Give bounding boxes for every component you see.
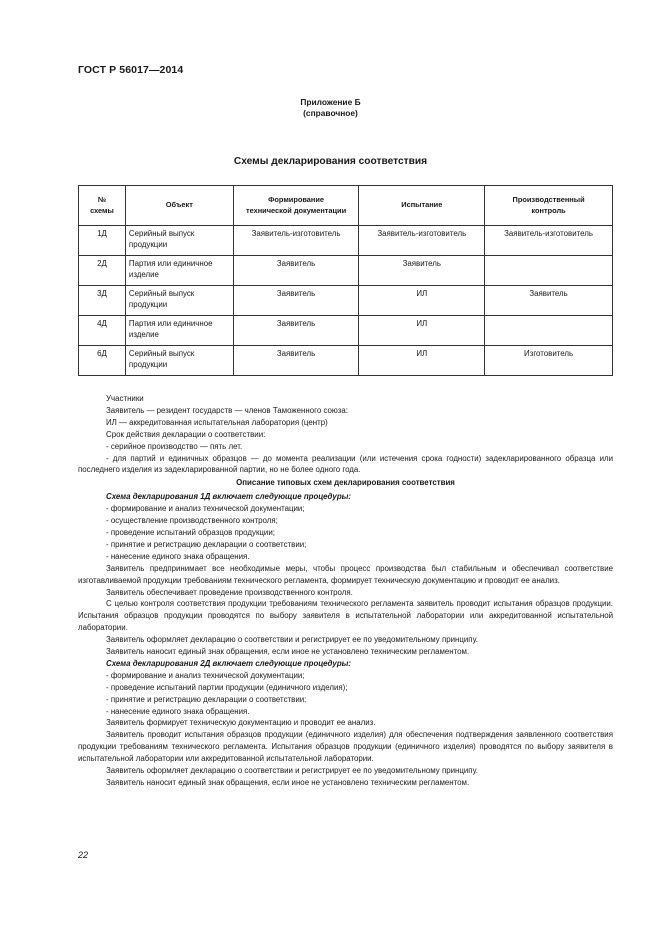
cell-production-control: Заявитель	[485, 286, 613, 316]
list-item: - формирование и анализ технической документации;	[106, 504, 305, 514]
scheme-2d-heading: Схема декларирования 2Д включает следующие процедуры:	[106, 658, 352, 668]
cell-production-control	[485, 316, 613, 346]
cell-testing: ИЛ	[359, 286, 485, 316]
table-row	[79, 256, 613, 286]
table-row	[79, 226, 613, 256]
header-technical-docs: Формирование технической документации	[233, 186, 359, 226]
note-line: - серийное производство — пять лет.	[106, 441, 243, 451]
list-item: - принятие и регистрацию декларации о соответствии:	[106, 694, 307, 704]
cell-scheme-number: 3Д	[79, 286, 126, 316]
list-item: - формирование и анализ технической документации;	[106, 670, 305, 680]
header-testing: Испытание	[359, 186, 485, 226]
cell-object: Партия или единичное изделие	[125, 256, 233, 286]
cell-testing: Заявитель-изготовитель	[359, 226, 485, 256]
paragraph: Заявитель обеспечивает проведение производственного контроля.	[106, 587, 353, 597]
cell-testing: ИЛ	[359, 346, 485, 376]
paragraph: Заявитель формирует техническую документацию и проводит ее анализ.	[106, 718, 376, 728]
list-item: - проведение испытаний партии продукции (единичного изделия);	[106, 682, 348, 692]
note-line: - для партий и единичных образцов — до момента реализации (или истечения срока годности) задекларированного образца или последнего изделия из задекларированной партии, но не более одного года.	[78, 453, 613, 475]
page-number: 22	[78, 850, 89, 860]
table-row	[79, 286, 613, 316]
header-production-control: Производственный контроль	[485, 186, 613, 226]
table-row	[79, 346, 613, 376]
note-line: Срок действия декларации о соответствии:	[106, 429, 266, 439]
annex-note: (справочное)	[303, 108, 358, 118]
cell-scheme-number: 6Д	[79, 346, 126, 376]
table-header-row	[79, 186, 613, 226]
cell-scheme-number: 1Д	[79, 226, 126, 256]
declaration-schemes-table	[78, 185, 613, 376]
cell-technical-docs: Заявитель	[233, 346, 359, 376]
paragraph: С целью контроля соответствия продукции требованиям технического регламента заявитель проводит испытания образцов продукции. Испытания образцов продукции проводятся по выбору заявителя в испытательной лаборатории или аккредитованной испытательной лаборатории.	[78, 599, 613, 633]
annex-label: Приложение Б	[300, 97, 361, 107]
paragraph: Заявитель наносит единый знак обращения, если иное не установлено техническим регламентом.	[106, 647, 470, 657]
cell-scheme-number: 4Д	[79, 316, 126, 346]
cell-production-control: Заявитель-изготовитель	[485, 226, 613, 256]
paragraph: Заявитель наносит единый знак обращения, если иное не установлено техническим регламентом.	[106, 778, 470, 787]
cell-production-control	[485, 256, 613, 286]
document-body	[78, 393, 613, 789]
note-line: ИЛ — аккредитованная испытательная лаборатория (центр)	[106, 417, 328, 427]
cell-object: Серийный выпуск продукции	[125, 346, 233, 376]
cell-production-control: Изготовитель	[485, 346, 613, 376]
cell-technical-docs: Заявитель	[233, 256, 359, 286]
list-item: - принятие и регистрацию декларации о соответствии;	[106, 539, 307, 549]
note-line: Участники	[106, 394, 144, 403]
cell-object: Серийный выпуск продукции	[125, 286, 233, 316]
annex-heading	[0, 97, 661, 119]
cell-object: Партия или единичное изделие	[125, 316, 233, 346]
note-line: Заявитель — резидент государств — членов Таможенного союза:	[106, 405, 348, 415]
cell-testing: Заявитель	[359, 256, 485, 286]
document-code: ГОСТ Р 56017—2014	[78, 64, 184, 76]
cell-testing: ИЛ	[359, 316, 485, 346]
header-object: Объект	[125, 186, 233, 226]
table-title: Схемы декларирования соответствия	[233, 156, 428, 167]
list-item: - осуществление производственного контроля;	[106, 516, 278, 526]
cell-technical-docs: Заявитель-изготовитель	[233, 226, 359, 256]
paragraph: Заявитель проводит испытания образцов продукции (единичного изделия) для обеспечения подтверждения заявленного соответствия продукции требованиям технического регламента. Испытания образцов продукции (единичного изделия) проводятся по выбору заявителя в испытательной лаборатории или аккредитованной испытательной лаборатории.	[78, 730, 613, 764]
list-item: - нанесение единого знака обращения.	[106, 551, 250, 561]
paragraph: Заявитель предпринимает все необходимые меры, чтобы процесс производства был стабильным и обеспечивал соответствие изготавливаемой продукции требованиям технического регламента, формирует техническую документацию и проводит ее анализ.	[78, 563, 613, 585]
list-item: - нанесение единого знака обращения.	[106, 706, 250, 716]
cell-scheme-number: 2Д	[79, 256, 126, 286]
list-item: - проведение испытаний образцов продукции;	[106, 527, 275, 537]
cell-technical-docs: Заявитель	[233, 286, 359, 316]
header-scheme-number: № схемы	[79, 186, 126, 226]
table-row	[79, 316, 613, 346]
paragraph: Заявитель оформляет декларацию о соответствии и регистрирует ее по уведомительному принципу.	[106, 766, 478, 776]
cell-technical-docs: Заявитель	[233, 316, 359, 346]
paragraph: Заявитель оформляет декларацию о соответствии и регистрирует ее по уведомительному принципу.	[106, 635, 478, 645]
section-title: Описание типовых схем декларирования соответствия	[236, 478, 455, 488]
cell-object: Серийный выпуск продукции	[125, 226, 233, 256]
scheme-1d-heading: Схема декларирования 1Д включает следующие процедуры:	[106, 492, 352, 502]
